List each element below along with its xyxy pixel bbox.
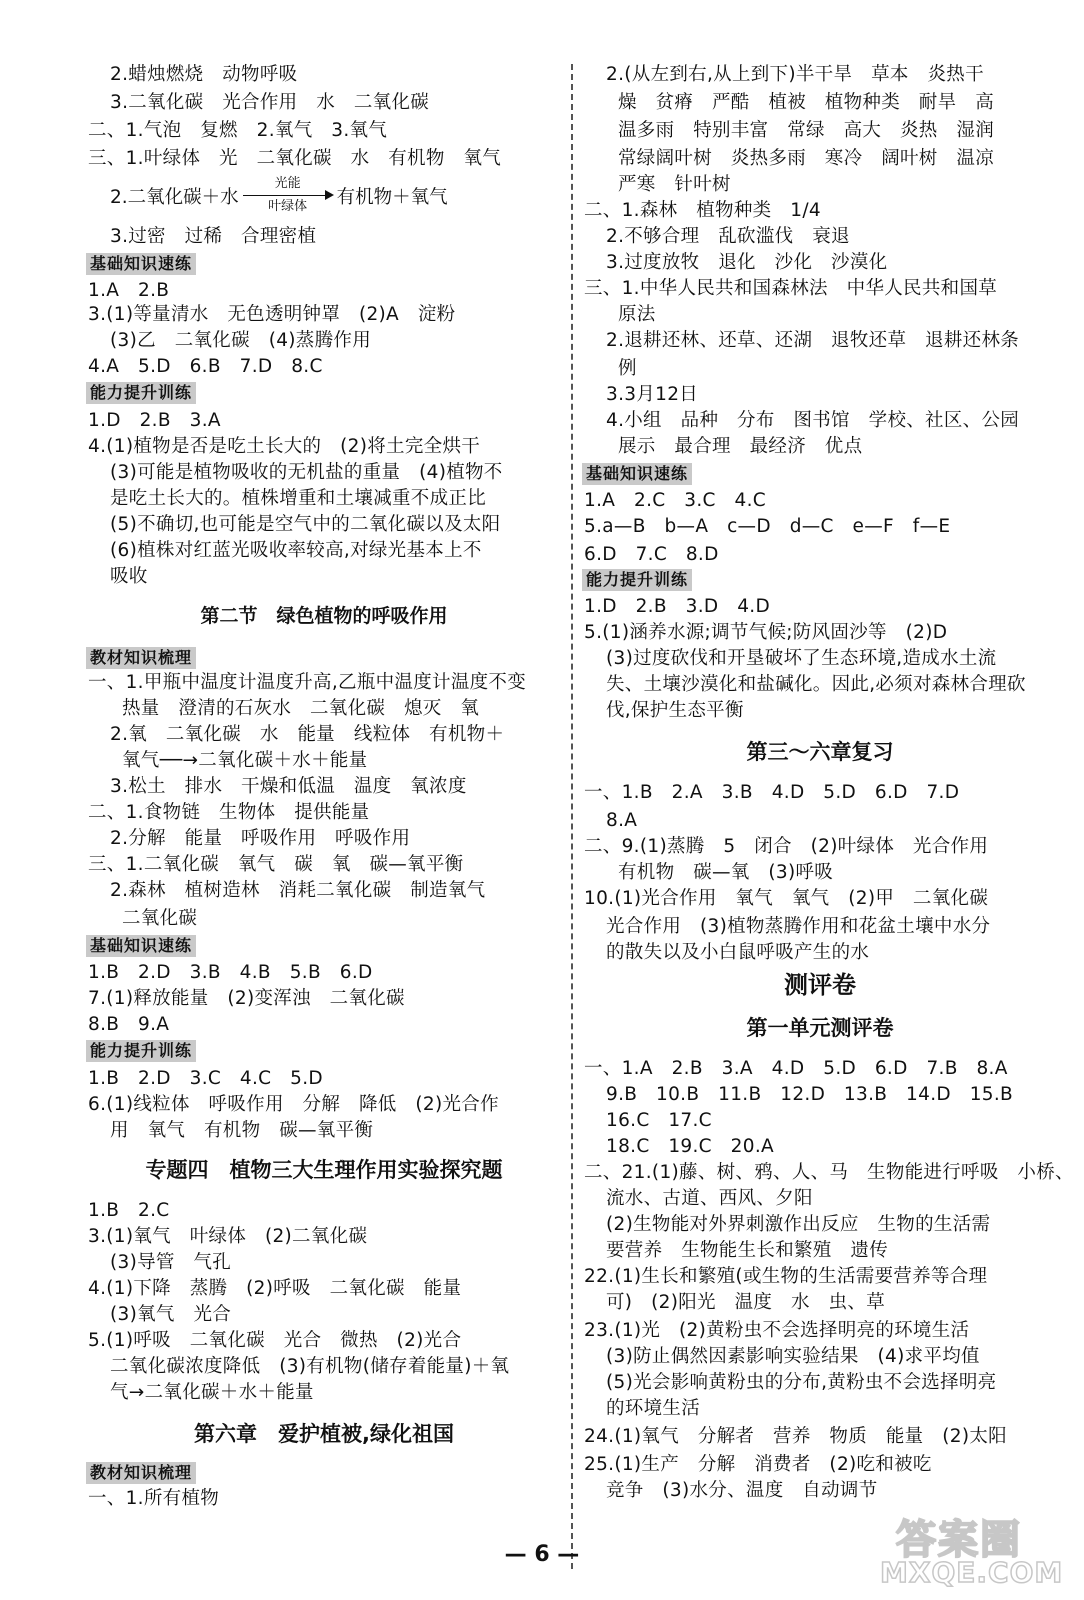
answer-line: 是吃土长大的。植株增重和土壤减重不成正比 xyxy=(110,488,487,509)
answer-line: (2)生物能对外界刺激作出反应 生物的生活需 xyxy=(606,1214,991,1235)
section-tag: 教材知识梳理 xyxy=(86,647,196,669)
section-tag: 教材知识梳理 xyxy=(86,1462,196,1484)
answer-line: 的散失以及小白鼠呼吸产生的水 xyxy=(606,942,870,963)
answer-line: 例 xyxy=(618,358,637,379)
column-divider xyxy=(571,64,573,1569)
answer-line: (5)不确切,也可能是空气中的二氧化碳以及太阳 xyxy=(110,514,501,535)
answer-line: 2.蜡烛燃烧 动物呼吸 xyxy=(110,64,298,85)
answer-line: 6.D 7.C 8.D xyxy=(584,544,719,565)
answer-line: 4.(1)植物是否是吃土长大的 (2)将土完全烘干 xyxy=(88,436,481,457)
arrow-shaft xyxy=(243,195,327,196)
answer-line: 气→二氧化碳＋水＋能量 xyxy=(110,1382,314,1403)
section-title: 第二节 绿色植物的呼吸作用 xyxy=(200,605,448,627)
answer-line: 8.A xyxy=(606,810,638,831)
answer-line: (3)可能是植物吸收的无机盐的重量 (4)植物不 xyxy=(110,462,503,483)
answer-line: 1.D 2.B 3.A xyxy=(88,410,221,431)
answer-line: 3.(1)氧气 叶绿体 (2)二氧化碳 xyxy=(88,1226,368,1247)
answer-line: 24.(1)氧气 分解者 营养 物质 能量 (2)太阳 xyxy=(584,1426,1007,1447)
answer-line: 1.B 2.D 3.B 4.B 5.B 6.D xyxy=(88,962,373,983)
answer-line: 5.(1)呼吸 二氧化碳 光合 微热 (2)光合 xyxy=(88,1330,462,1351)
answer-line: 1.B 2.C xyxy=(88,1200,170,1221)
answer-line: 光合作用 (3)植物蒸腾作用和花盆土壤中水分 xyxy=(606,916,991,937)
answer-line: 22.(1)生长和繁殖(或生物的生活需要营养等合理 xyxy=(584,1266,988,1287)
section-tag: 能力提升训练 xyxy=(86,1040,196,1062)
answer-line: 燥 贫瘠 严酷 植被 植物种类 耐旱 高 xyxy=(618,92,995,113)
answer-line: 可) (2)阳光 温度 水 虫、草 xyxy=(606,1292,886,1313)
section-tag: 能力提升训练 xyxy=(86,382,196,404)
answer-line: 1.A 2.C 3.C 4.C xyxy=(584,490,767,511)
answer-line: (3)过度砍伐和开垦破坏了生态环境,造成水土流 xyxy=(606,648,997,669)
answer-line: 5.(1)涵养水源;调节气候;防风固沙等 (2)D xyxy=(584,622,948,643)
photosynthesis-formula xyxy=(110,176,448,216)
page-number: — 6 — xyxy=(504,1542,580,1567)
answer-line: 2.氧 二氧化碳 水 能量 线粒体 有机物＋ xyxy=(110,724,505,745)
answer-line: 2.森林 植树造林 消耗二氧化碳 制造氧气 xyxy=(110,880,486,901)
answer-line: 热量 澄清的石灰水 二氧化碳 熄灭 氧 xyxy=(122,698,480,719)
section-title: 第六章 爱护植被,绿化祖国 xyxy=(194,1422,454,1446)
answer-line: 4.A 5.D 6.B 7.D 8.C xyxy=(88,356,323,377)
answer-line: 的环境生活 xyxy=(606,1398,701,1419)
section-title: 第一单元测评卷 xyxy=(746,1016,894,1040)
answer-line: 23.(1)光 (2)黄粉虫不会选择明亮的环境生活 xyxy=(584,1320,970,1341)
answer-line: 一、1.甲瓶中温度计温度升高,乙瓶中温度计温度不变 xyxy=(88,672,527,693)
answer-line: 一、1.A 2.B 3.A 4.D 5.D 6.D 7.B 8.A xyxy=(584,1058,1008,1079)
answer-line: (3)防止偶然因素影响实验结果 (4)求平均值 xyxy=(606,1346,980,1367)
formula-reactants: 2.二氧化碳＋水 xyxy=(110,187,239,208)
section-title: 专题四 植物三大生理作用实验探究题 xyxy=(145,1158,503,1182)
answer-line: 氧气──→二氧化碳＋水＋能量 xyxy=(122,750,368,771)
arrow-condition-top: 光能 xyxy=(274,176,301,191)
answer-line: 二氧化碳浓度降低 (3)有机物(储存着能量)＋氧 xyxy=(110,1356,510,1377)
answer-line: 25.(1)生产 分解 消费者 (2)吃和被吃 xyxy=(584,1454,932,1475)
answer-line: 常绿阔叶树 炎热多雨 寒冷 阔叶树 温凉 xyxy=(618,148,995,169)
answer-line: 吸收 xyxy=(110,566,148,587)
answer-line: 3.3月12日 xyxy=(606,384,699,405)
answer-line: 3.过度放牧 退化 沙化 沙漠化 xyxy=(606,252,888,273)
answer-line: 1.D 2.B 3.D 4.D xyxy=(584,596,771,617)
arrow-head-icon xyxy=(325,190,334,200)
answer-line: 原法 xyxy=(618,304,656,325)
answer-line: 1.A 2.B xyxy=(88,280,170,301)
answer-line: 伐,保护生态平衡 xyxy=(606,700,744,721)
answer-line: 2.分解 能量 呼吸作用 呼吸作用 xyxy=(110,828,411,849)
answer-line: 三、1.叶绿体 光 二氧化碳 水 有机物 氧气 xyxy=(88,148,502,169)
answer-line: 二、1.气泡 复燃 2.氧气 3.氧气 xyxy=(88,120,388,141)
answer-line: 3.(1)等量清水 无色透明钟罩 (2)A 淀粉 xyxy=(88,304,456,325)
answer-line: 三、1.中华人民共和国森林法 中华人民共和国草 xyxy=(584,278,998,299)
answer-line: 一、1.B 2.A 3.B 4.D 5.D 6.D 7.D xyxy=(584,782,960,803)
answer-line: 4.小组 品种 分布 图书馆 学校、社区、公园 xyxy=(606,410,1020,431)
answer-line: 有机物 碳—氧 (3)呼吸 xyxy=(618,862,834,883)
answer-line: 二、21.(1)藤、树、鸦、人、马 生物能进行呼吸 小桥、 xyxy=(584,1162,1074,1183)
section-title: 测评卷 xyxy=(784,971,856,999)
answer-line: 流水、古道、西风、夕阳 xyxy=(606,1188,813,1209)
answer-line: 失、土壤沙漠化和盐碱化。因此,必须对森林合理砍 xyxy=(606,674,1026,695)
answer-line: 3.二氧化碳 光合作用 水 二氧化碳 xyxy=(110,92,430,113)
answer-line: (3)氧气 光合 xyxy=(110,1304,232,1325)
answer-line: 6.(1)线粒体 呼吸作用 分解 降低 (2)光合作 xyxy=(88,1094,499,1115)
answer-line: 二氧化碳 xyxy=(122,908,198,929)
section-tag: 基础知识速练 xyxy=(86,253,196,275)
section-title: 第三～六章复习 xyxy=(746,740,894,764)
answer-line: 16.C 17.C xyxy=(606,1110,712,1131)
answer-line: 18.C 19.C 20.A xyxy=(606,1136,774,1157)
answer-line: (3)乙 二氧化碳 (4)蒸腾作用 xyxy=(110,330,372,351)
answer-line: 二、1.食物链 生物体 提供能量 xyxy=(88,802,370,823)
answer-line: 用 氧气 有机物 碳—氧平衡 xyxy=(110,1120,374,1141)
answer-line: 9.B 10.B 11.B 12.D 13.B 14.D 15.B xyxy=(606,1084,1014,1105)
formula-products: 有机物＋氧气 xyxy=(336,187,448,208)
watermark-domain: MXQE.COM xyxy=(880,1556,1064,1589)
answer-line: 要营养 生物能生长和繁殖 遗传 xyxy=(606,1240,889,1261)
answer-line: 2.不够合理 乱砍滥伐 衰退 xyxy=(606,226,850,247)
reaction-arrow xyxy=(243,176,333,216)
arrow-condition-bottom: 叶绿体 xyxy=(268,199,308,214)
answer-line: 8.B 9.A xyxy=(88,1014,170,1035)
answer-line: 1.B 2.D 3.C 4.C 5.D xyxy=(88,1068,323,1089)
answer-line: 一、1.所有植物 xyxy=(88,1488,220,1509)
answer-line: 2.(从左到右,从上到下)半干旱 草本 炎热干 xyxy=(606,64,984,85)
answer-line: 温多雨 特别丰富 常绿 高大 炎热 湿润 xyxy=(618,120,995,141)
answer-line: (5)光会影响黄粉虫的分布,黄粉虫不会选择明亮 xyxy=(606,1372,997,1393)
answer-line: 3.松土 排水 干燥和低温 温度 氧浓度 xyxy=(110,776,467,797)
answer-line: 5.a—B b—A c—D d—C e—F f—E xyxy=(584,516,951,537)
section-tag: 基础知识速练 xyxy=(86,935,196,957)
watermark-text: 答案圈 xyxy=(896,1517,1022,1563)
section-tag: 能力提升训练 xyxy=(582,569,692,591)
answer-line: 3.过密 过稀 合理密植 xyxy=(110,226,317,247)
answer-line: 展示 最合理 最经济 优点 xyxy=(618,436,863,457)
answer-line: 10.(1)光合作用 氧气 氧气 (2)甲 二氧化碳 xyxy=(584,888,989,909)
section-tag: 基础知识速练 xyxy=(582,463,692,485)
answer-line: 严寒 针叶树 xyxy=(618,174,731,195)
watermark-logo xyxy=(872,1500,1062,1592)
answer-line: 三、1.二氧化碳 氧气 碳 氧 碳—氧平衡 xyxy=(88,854,464,875)
answer-line: 2.退耕还林、还草、还湖 退牧还草 退耕还林条 xyxy=(606,330,1020,351)
answer-line: (6)植株对红蓝光吸收率较高,对绿光基本上不 xyxy=(110,540,482,561)
answer-line: 竞争 (3)水分、温度 自动调节 xyxy=(606,1480,878,1501)
answer-line: (3)导管 气孔 xyxy=(110,1252,232,1273)
answer-line: 7.(1)释放能量 (2)变浑浊 二氧化碳 xyxy=(88,988,405,1009)
answer-line: 二、9.(1)蒸腾 5 闭合 (2)叶绿体 光合作用 xyxy=(584,836,989,857)
answer-line: 二、1.森林 植物种类 1/4 xyxy=(584,200,821,221)
answer-line: 4.(1)下降 蒸腾 (2)呼吸 二氧化碳 能量 xyxy=(88,1278,462,1299)
